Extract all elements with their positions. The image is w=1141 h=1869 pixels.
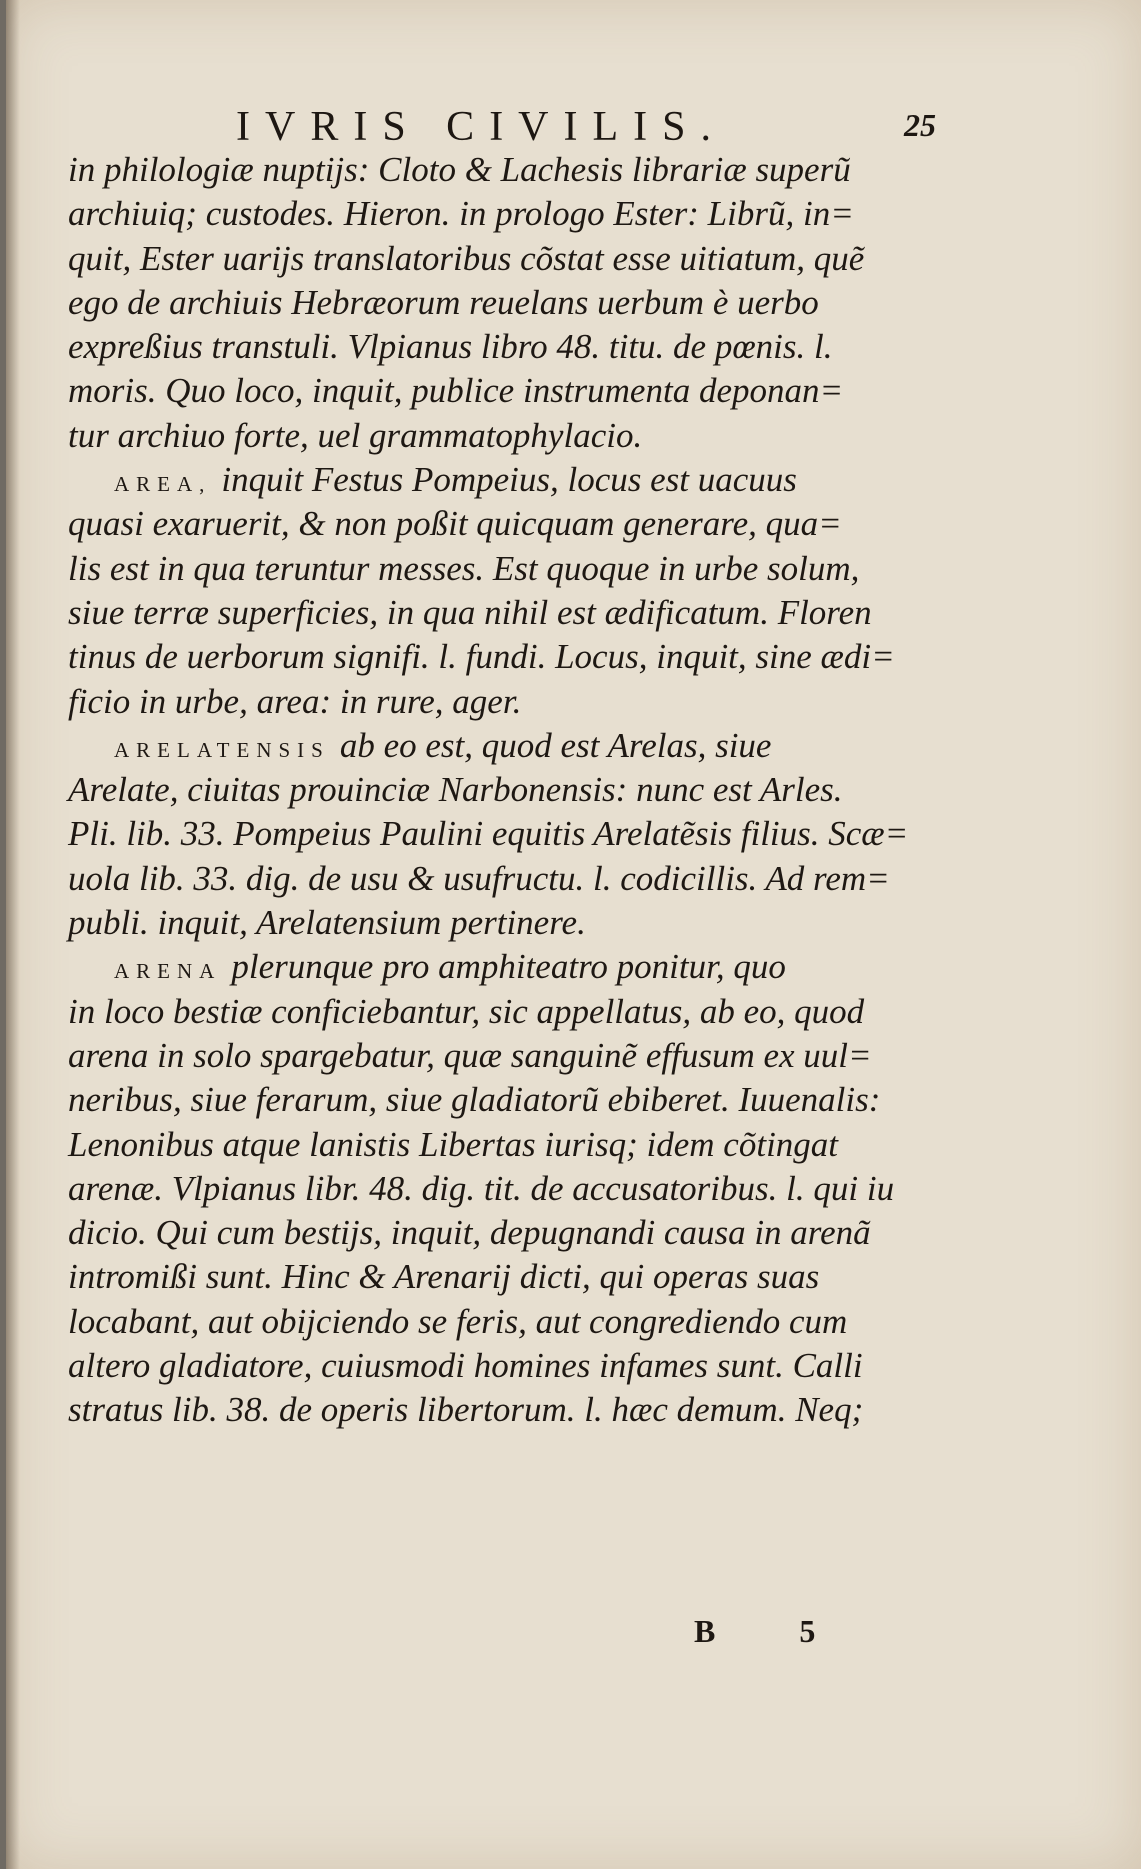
line-text: ego de archiuis Hebræorum reuelans uerbum è uerbo bbox=[68, 282, 819, 322]
line-text: quasi exaruerit, & non poßit quicquam generare, qua= bbox=[68, 504, 842, 544]
line-text: moris. Quo loco, inquit, publice instrumenta deponan= bbox=[68, 371, 844, 411]
entry-headword: AREA, bbox=[114, 472, 212, 497]
line-text: Pli. lib. 33. Pompeius Paulini equitis Arelatẽsis filius. Scæ= bbox=[68, 814, 909, 854]
book-page bbox=[6, 0, 1141, 1869]
line-text: tur archiuo forte, uel grammatophylacio. bbox=[68, 415, 643, 455]
entry-headword: ARELATENSIS bbox=[114, 737, 330, 762]
line-text: Arelate, ciuitas prouinciæ Narbonensis: nunc est Arles. bbox=[68, 770, 843, 810]
text-line bbox=[68, 635, 918, 679]
text-line bbox=[68, 325, 918, 369]
line-text: expreßius transtuli. Vlpianus libro 48. titu. de pœnis. l. bbox=[68, 327, 833, 367]
text-line bbox=[68, 857, 918, 901]
line-text: ficio in urbe, area: in rure, ager. bbox=[68, 681, 522, 721]
line-text: archiuiq; custodes. Hieron. in prologo Ester: Librũ, in= bbox=[68, 194, 854, 234]
text-line bbox=[68, 547, 918, 591]
line-text: locabant, aut obijciendo se feris, aut congrediendo cum bbox=[68, 1301, 848, 1341]
spine-shadow bbox=[6, 0, 20, 1869]
text-line bbox=[68, 1034, 918, 1078]
line-text: Lenonibus atque lanistis Libertas iurisq; idem cõtingat bbox=[68, 1124, 839, 1164]
text-line bbox=[68, 502, 918, 546]
text-line bbox=[68, 990, 918, 1034]
text-line bbox=[68, 1167, 918, 1211]
line-text: inquit Festus Pompeius, locus est uacuus bbox=[221, 460, 797, 500]
text-block bbox=[68, 148, 918, 1433]
line-text: in philologiæ nuptijs: Cloto & Lachesis librariæ superũ bbox=[68, 150, 851, 189]
text-line bbox=[68, 458, 918, 502]
text-line bbox=[68, 812, 918, 856]
line-text: plerunque pro amphiteatro ponitur, quo bbox=[231, 947, 786, 987]
text-line bbox=[68, 768, 918, 812]
signature-mark: B 5 bbox=[694, 1613, 854, 1649]
line-text: arena in solo spargebatur, quæ sanguinẽ effusum ex uul= bbox=[68, 1035, 872, 1075]
line-text: neribus, siue ferarum, siue gladiatorũ ebiberet. Iuuenalis: bbox=[68, 1080, 881, 1120]
text-line bbox=[68, 369, 918, 413]
line-text: lis est in qua teruntur messes. Est quoque in urbe solum, bbox=[68, 548, 860, 588]
line-text: arenæ. Vlpianus libr. 48. dig. tit. de accusatoribus. l. qui iu bbox=[68, 1168, 895, 1208]
text-line bbox=[68, 1078, 918, 1122]
text-line bbox=[68, 192, 918, 236]
text-line bbox=[68, 1388, 918, 1432]
running-head: IVRIS CIVILIS. bbox=[236, 104, 726, 150]
text-line bbox=[68, 281, 918, 325]
line-text: tinus de uerborum signifi. l. fundi. Locus, inquit, sine ædi= bbox=[68, 637, 895, 677]
line-text: dicio. Qui cum bestijs, inquit, depugnandi causa in arenã bbox=[68, 1213, 871, 1253]
line-text: siue terræ superficies, in qua nihil est ædificatum. Floren bbox=[68, 592, 872, 632]
text-line bbox=[68, 901, 918, 945]
text-line bbox=[68, 1211, 918, 1255]
text-line bbox=[68, 414, 918, 458]
text-line bbox=[68, 1255, 918, 1299]
line-text: in loco bestiæ conficiebantur, sic appellatus, ab eo, quod bbox=[68, 991, 865, 1031]
text-line bbox=[68, 945, 918, 989]
line-text: stratus lib. 38. de operis libertorum. l. hæc demum. Neq; bbox=[68, 1390, 864, 1430]
text-line bbox=[68, 1300, 918, 1344]
entry-headword: ARENA bbox=[114, 959, 222, 984]
line-text: intromißi sunt. Hinc & Arenarij dicti, qui operas suas bbox=[68, 1257, 820, 1297]
text-line bbox=[68, 680, 918, 724]
line-text: publi. inquit, Arelatensium pertinere. bbox=[68, 903, 586, 943]
text-line bbox=[68, 1344, 918, 1388]
text-line bbox=[68, 148, 918, 192]
text-line bbox=[68, 591, 918, 635]
text-line bbox=[68, 1123, 918, 1167]
line-text: altero gladiatore, cuiusmodi homines infames sunt. Calli bbox=[68, 1346, 863, 1386]
text-line bbox=[68, 724, 918, 768]
page-number: 25 bbox=[904, 107, 936, 143]
text-line bbox=[68, 237, 918, 281]
line-text: quit, Ester uarijs translatoribus cõstat esse uitiatum, quẽ bbox=[68, 238, 865, 278]
line-text: uola lib. 33. dig. de usu & usufructu. l. codicillis. Ad rem= bbox=[68, 858, 890, 898]
line-text: ab eo est, quod est Arelas, siue bbox=[339, 725, 772, 765]
